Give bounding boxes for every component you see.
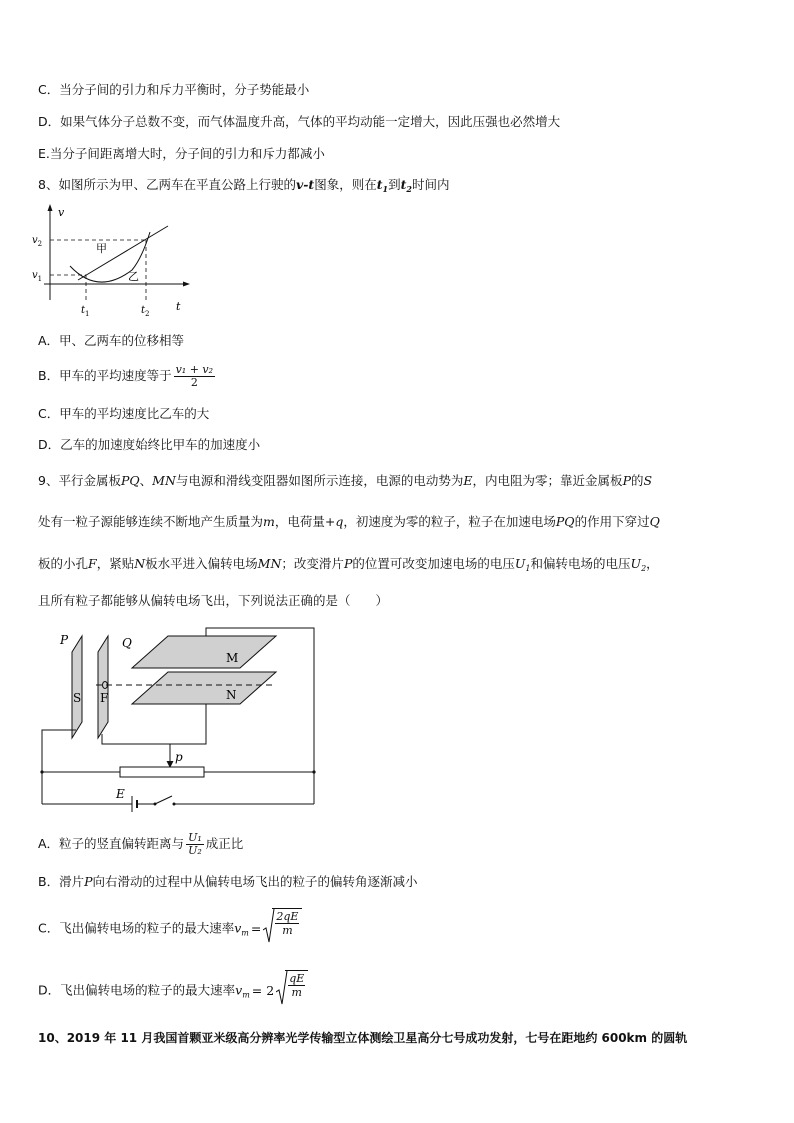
q8-option-c: C．甲车的平均速度比乙车的大 (38, 406, 210, 421)
q9-option-a-fraction: $\frac{\text{U₁}}{\text{U₂}}$ (188, 831, 202, 857)
q7-option-e: E.当分子间距离增大时，分子间的引力和斥力都减小 (38, 146, 325, 161)
q8-stem-part: 时间内 (411, 177, 450, 192)
graph-label-yi: 乙 (128, 270, 139, 283)
q9-option-c: C．飞出偏转电场的粒子的最大速率$v_m$ = $\frac{2qE}{m}$ (38, 908, 302, 954)
q9-circuit-diagram (36, 622, 326, 812)
q7-option-d: D．如果气体分子总数不变，而气体温度升高，气体的平均动能一定增大，因此压强也必然增大 (38, 114, 561, 129)
q9-option-d-sqrt: $\frac{qE}{m}$ (276, 970, 308, 1012)
q8-stem-t2: $t_2$ (400, 177, 412, 194)
q8-stem-vt: v-t (295, 177, 315, 192)
graph-axis-t: t (176, 300, 181, 313)
label-q-plate: Q (122, 636, 132, 650)
q8-option-d: D．乙车的加速度始终比甲车的加速度小 (38, 437, 261, 452)
q9-option-c-sqrt: $\frac{2qE}{m}$ (263, 908, 302, 950)
plate-m (132, 636, 276, 668)
q8-stem-part: 8、如图所示为甲、乙两车在平直公路上行驶的 (38, 177, 296, 192)
label-slider-p: p (175, 750, 183, 764)
graph-tick-v1: $v_1$ (32, 270, 43, 283)
q8-option-b (38, 362, 217, 390)
label-n: N (226, 688, 237, 702)
label-m: M (226, 651, 239, 665)
label-p-plate: P (60, 633, 69, 647)
q8-vt-graph (30, 200, 200, 318)
switch (155, 796, 172, 804)
q8-option-a: A．甲、乙两车的位移相等 (38, 333, 185, 348)
graph-axis-v: v (58, 206, 65, 219)
q9-stem-line2: 处有一粒子源能够连续不断地产生质量为m，电荷量+q，初速度为零的粒子，粒子在加速电场PQ的作用下穿过Q (38, 514, 660, 529)
label-f: F (100, 691, 109, 705)
label-s: S (73, 691, 82, 705)
q9-option-b: B．滑片P向右滑动的过程中从偏转电场飞出的粒子的偏转角逐渐减小 (38, 874, 418, 889)
rheostat (120, 767, 204, 777)
graph-tick-v2: $v_2$ (32, 235, 43, 248)
q8-stem (38, 176, 449, 198)
graph-line-jia (78, 226, 168, 280)
graph-tick-t1: $t_1$ (81, 305, 90, 318)
q8-stem-t1: $t_1$ (376, 177, 389, 194)
q8-stem-part: 图象，则在 (314, 177, 377, 192)
graph-label-jia: 甲 (96, 242, 107, 255)
label-e: E (116, 787, 125, 801)
q8-stem-part: 到 (388, 177, 401, 192)
q9-stem-line4: 且所有粒子都能够从偏转电场飞出，下列说法正确的是（ ） (38, 593, 389, 608)
q8-option-b-fraction: $\frac{\text{v₁ + v₂}}{2}$ (175, 363, 214, 389)
plate-n (132, 672, 276, 704)
plate-p (72, 636, 82, 738)
q9-stem-line1: 9、平行金属板PQ、MN与电源和滑线变阻器如图所示连接，电源的电动势为E，内电阻为零；靠近金属板P的S (38, 473, 653, 488)
q9-option-a: A．粒子的竖直偏转距离与 $\frac{\text{U₁}}{\text{U₂}}$ 成正比 (38, 831, 244, 857)
q9-option-d: D．飞出偏转电场的粒子的最大速率$v_m = 2$ $\frac{qE}{m}$ (38, 970, 308, 1016)
q10-stem: 10、2019 年 11 月我国首颗亚米级高分辨率光学传输型立体测绘卫星高分七号成功发射，七号在距地约 600km 的圆轨 (38, 1031, 688, 1045)
graph-tick-t2: $t_2$ (141, 305, 150, 318)
q9-stem-line3: 板的小孔F，紧贴N板水平进入偏转电场MN；改变滑片P的位置可改变加速电场的电压$U_1$和偏转电场的电压$U_2$， (38, 556, 659, 573)
q7-option-c: C．当分子间的引力和斥力平衡时，分子势能最小 (38, 82, 310, 97)
q8-option-b-text: B．甲车的平均速度等于 (38, 368, 172, 383)
